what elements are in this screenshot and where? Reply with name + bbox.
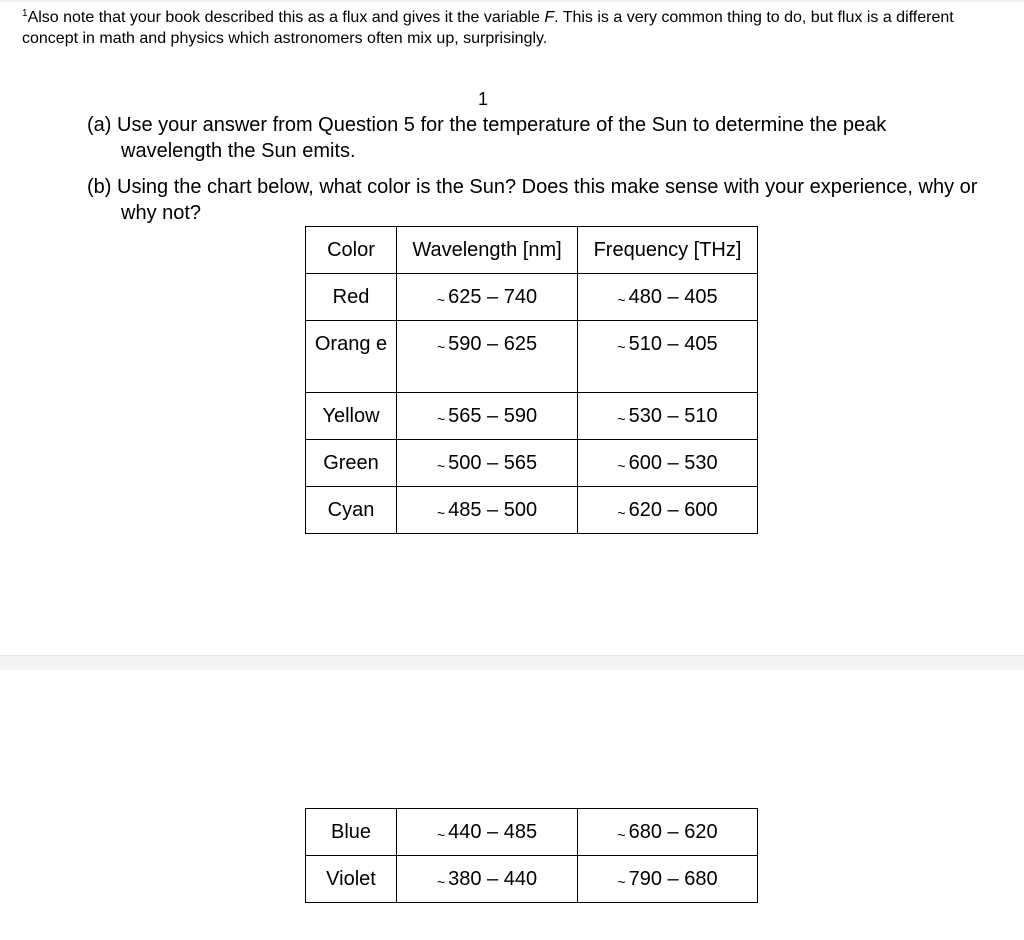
- frequency-cell: ~ 510 – 405: [578, 321, 758, 393]
- wavelength-cell: ~ 500 – 565: [397, 440, 578, 487]
- header-cell-wavelength: Wavelength [nm]: [397, 227, 578, 274]
- frequency-cell: ~ 600 – 530: [578, 440, 758, 487]
- approx-symbol: ~: [436, 292, 446, 308]
- color-cell: Violet: [306, 856, 397, 903]
- page-top-border: [0, 0, 1024, 2]
- approx-symbol: ~: [617, 874, 626, 890]
- color-cell: Red: [306, 274, 397, 321]
- frequency-cell: ~ 530 – 510: [578, 393, 758, 440]
- color-cell: Orang e: [306, 321, 397, 393]
- approx-symbol: ~: [617, 827, 626, 843]
- wavelength-cell: ~ 380 – 440: [397, 856, 578, 903]
- approx-symbol: ~: [617, 339, 626, 355]
- table-header-row: [306, 227, 758, 274]
- approx-symbol: ~: [617, 458, 626, 474]
- approx-symbol: ~: [436, 505, 446, 521]
- header-cell-color: Color: [306, 227, 397, 274]
- table-row: [306, 274, 758, 321]
- approx-symbol: ~: [617, 505, 626, 521]
- footnote-marker: 1: [22, 8, 28, 19]
- frequency-cell: ~ 790 – 680: [578, 856, 758, 903]
- frequency-cell: ~ 680 – 620: [578, 809, 758, 856]
- wavelength-cell: ~ 625 – 740: [397, 274, 578, 321]
- question-b: (b) Using the chart below, what color is the Sun? Does this make sense with your experience, why or why not?: [87, 176, 978, 224]
- footnote-text-part-2: . This is a very common thing to do, but flux is a different concept in math and physics which astronomers often mix up, surprisingly.: [22, 9, 954, 47]
- color-cell: Cyan: [306, 487, 397, 534]
- table-row: [306, 856, 758, 903]
- frequency-cell: ~ 620 – 600: [578, 487, 758, 534]
- approx-symbol: ~: [436, 458, 446, 474]
- footnote-variable: F: [544, 9, 555, 26]
- table-row: [306, 321, 758, 393]
- wavelength-cell: ~ 590 – 625: [397, 321, 578, 393]
- wavelength-table-continued: [305, 808, 758, 903]
- color-cell: Green: [306, 440, 397, 487]
- approx-symbol: ~: [436, 411, 446, 427]
- approx-symbol: ~: [617, 292, 626, 308]
- footnote-text-part-1: Also note that your book described this as a flux and gives it the variable: [27, 9, 545, 26]
- frequency-cell: ~ 480 – 405: [578, 274, 758, 321]
- approx-symbol: ~: [617, 411, 626, 427]
- wavelength-table: [305, 226, 758, 534]
- footnote: [22, 7, 982, 49]
- table-row: [306, 487, 758, 534]
- table-row: [306, 809, 758, 856]
- header-cell-frequency: Frequency [THz]: [578, 227, 758, 274]
- wavelength-cell: ~ 485 – 500: [397, 487, 578, 534]
- color-cell: Yellow: [306, 393, 397, 440]
- page-separator: [0, 655, 1024, 670]
- approx-symbol: ~: [436, 874, 446, 890]
- wavelength-cell: ~ 440 – 485: [397, 809, 578, 856]
- table-row: [306, 440, 758, 487]
- question-a: (a) Use your answer from Question 5 for the temperature of the Sun to determine the peak wavelength the Sun emits.: [87, 114, 887, 162]
- approx-symbol: ~: [436, 827, 446, 843]
- color-cell: Blue: [306, 809, 397, 856]
- wavelength-cell: ~ 565 – 590: [397, 393, 578, 440]
- approx-symbol: ~: [436, 339, 446, 355]
- table-row: [306, 393, 758, 440]
- page-number: 1: [477, 89, 488, 109]
